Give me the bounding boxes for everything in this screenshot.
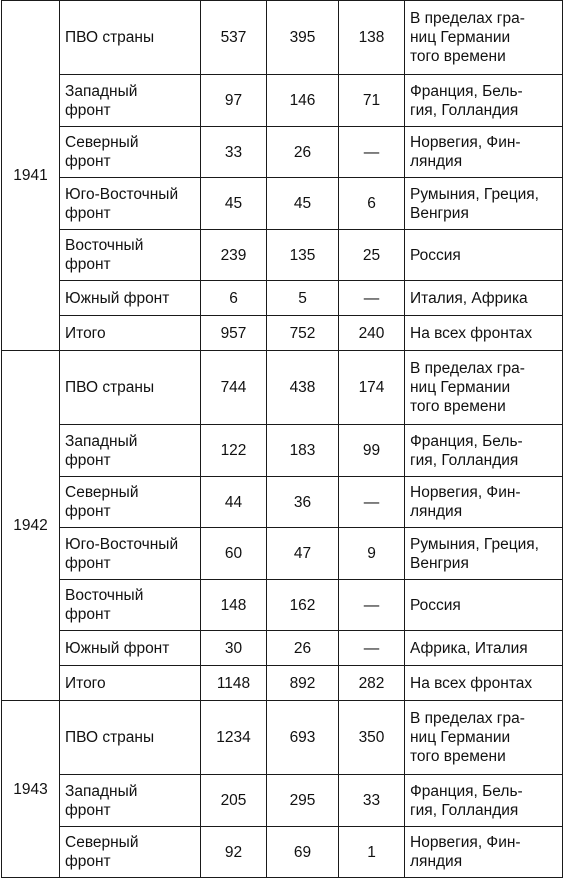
- value-cell-b: 693: [267, 701, 339, 775]
- front-cell: Итого: [60, 666, 201, 701]
- value-cell-b: 438: [267, 351, 339, 425]
- value-cell-c: 25: [339, 230, 405, 281]
- value-cell-b: 135: [267, 230, 339, 281]
- value-cell-c: —: [339, 281, 405, 316]
- front-cell: Северный фронт: [60, 477, 201, 528]
- value-cell-c: 138: [339, 1, 405, 75]
- table-row: [2, 631, 563, 666]
- region-cell: Норвегия, Фин- ляндия: [405, 477, 563, 528]
- region-cell: В пределах гра- ниц Германии того времени: [405, 351, 563, 425]
- front-cell: ПВО страны: [60, 351, 201, 425]
- value-cell-a: 1148: [201, 666, 267, 701]
- table-row: [2, 1, 563, 75]
- value-cell-c: 99: [339, 425, 405, 477]
- table-row: [2, 477, 563, 528]
- value-cell-c: 6: [339, 178, 405, 230]
- table-row: [2, 178, 563, 230]
- table-row: [2, 827, 563, 878]
- value-cell-c: 1: [339, 827, 405, 878]
- value-cell-c: —: [339, 580, 405, 631]
- front-cell: Восточный фронт: [60, 230, 201, 281]
- front-cell: Западный фронт: [60, 425, 201, 477]
- value-cell-c: 282: [339, 666, 405, 701]
- table-row: [2, 127, 563, 178]
- value-cell-b: 162: [267, 580, 339, 631]
- year-cell: 1941: [2, 1, 60, 351]
- front-cell: Южный фронт: [60, 281, 201, 316]
- value-cell-b: 26: [267, 127, 339, 178]
- value-cell-c: 33: [339, 775, 405, 827]
- region-cell: Румыния, Греция, Венгрия: [405, 528, 563, 580]
- table-row: [2, 230, 563, 281]
- front-cell: Южный фронт: [60, 631, 201, 666]
- value-cell-a: 122: [201, 425, 267, 477]
- front-cell: Северный фронт: [60, 827, 201, 878]
- value-cell-c: 71: [339, 75, 405, 127]
- value-cell-a: 744: [201, 351, 267, 425]
- value-cell-a: 60: [201, 528, 267, 580]
- value-cell-b: 47: [267, 528, 339, 580]
- value-cell-a: 239: [201, 230, 267, 281]
- region-cell: Италия, Африка: [405, 281, 563, 316]
- region-cell: Норвегия, Фин- ляндия: [405, 827, 563, 878]
- value-cell-a: 33: [201, 127, 267, 178]
- value-cell-b: 36: [267, 477, 339, 528]
- region-cell: В пределах гра- ниц Германии того времени: [405, 701, 563, 775]
- front-cell: Восточный фронт: [60, 580, 201, 631]
- value-cell-a: 92: [201, 827, 267, 878]
- region-cell: Россия: [405, 230, 563, 281]
- value-cell-c: —: [339, 127, 405, 178]
- front-cell: Северный фронт: [60, 127, 201, 178]
- region-cell: Франция, Бель- гия, Голландия: [405, 75, 563, 127]
- value-cell-b: 45: [267, 178, 339, 230]
- value-cell-a: 97: [201, 75, 267, 127]
- front-cell: Юго-Восточный фронт: [60, 178, 201, 230]
- table-row: [2, 580, 563, 631]
- table-row: [2, 75, 563, 127]
- region-cell: На всех фронтах: [405, 666, 563, 701]
- value-cell-b: 183: [267, 425, 339, 477]
- front-cell: Итого: [60, 316, 201, 351]
- value-cell-c: 174: [339, 351, 405, 425]
- value-cell-a: 148: [201, 580, 267, 631]
- value-cell-c: —: [339, 631, 405, 666]
- value-cell-c: 350: [339, 701, 405, 775]
- value-cell-b: 146: [267, 75, 339, 127]
- table-row: [2, 281, 563, 316]
- region-cell: Россия: [405, 580, 563, 631]
- table-row: [2, 351, 563, 425]
- value-cell-c: 240: [339, 316, 405, 351]
- value-cell-c: 9: [339, 528, 405, 580]
- front-cell: Юго-Восточный фронт: [60, 528, 201, 580]
- value-cell-b: 395: [267, 1, 339, 75]
- front-cell: ПВО страны: [60, 1, 201, 75]
- value-cell-a: 6: [201, 281, 267, 316]
- region-cell: Франция, Бель- гия, Голландия: [405, 775, 563, 827]
- front-cell: Западный фронт: [60, 75, 201, 127]
- value-cell-b: 5: [267, 281, 339, 316]
- table-row: [2, 425, 563, 477]
- value-cell-a: 957: [201, 316, 267, 351]
- value-cell-a: 45: [201, 178, 267, 230]
- region-cell: В пределах гра- ниц Германии того времени: [405, 1, 563, 75]
- region-cell: Норвегия, Фин- ляндия: [405, 127, 563, 178]
- value-cell-a: 30: [201, 631, 267, 666]
- year-cell: 1942: [2, 351, 60, 701]
- region-cell: На всех фронтах: [405, 316, 563, 351]
- region-cell: Франция, Бель- гия, Голландия: [405, 425, 563, 477]
- value-cell-c: —: [339, 477, 405, 528]
- value-cell-b: 26: [267, 631, 339, 666]
- front-cell: Западный фронт: [60, 775, 201, 827]
- value-cell-b: 69: [267, 827, 339, 878]
- value-cell-a: 44: [201, 477, 267, 528]
- losses-table: [1, 0, 563, 878]
- value-cell-b: 892: [267, 666, 339, 701]
- region-cell: Африка, Италия: [405, 631, 563, 666]
- table-row: [2, 666, 563, 701]
- value-cell-b: 295: [267, 775, 339, 827]
- value-cell-a: 205: [201, 775, 267, 827]
- table-row: [2, 701, 563, 775]
- table-row: [2, 316, 563, 351]
- table-row: [2, 775, 563, 827]
- front-cell: ПВО страны: [60, 701, 201, 775]
- year-cell: 1943: [2, 701, 60, 878]
- value-cell-a: 537: [201, 1, 267, 75]
- value-cell-a: 1234: [201, 701, 267, 775]
- value-cell-b: 752: [267, 316, 339, 351]
- table-body: [2, 1, 563, 878]
- table-row: [2, 528, 563, 580]
- region-cell: Румыния, Греция, Венгрия: [405, 178, 563, 230]
